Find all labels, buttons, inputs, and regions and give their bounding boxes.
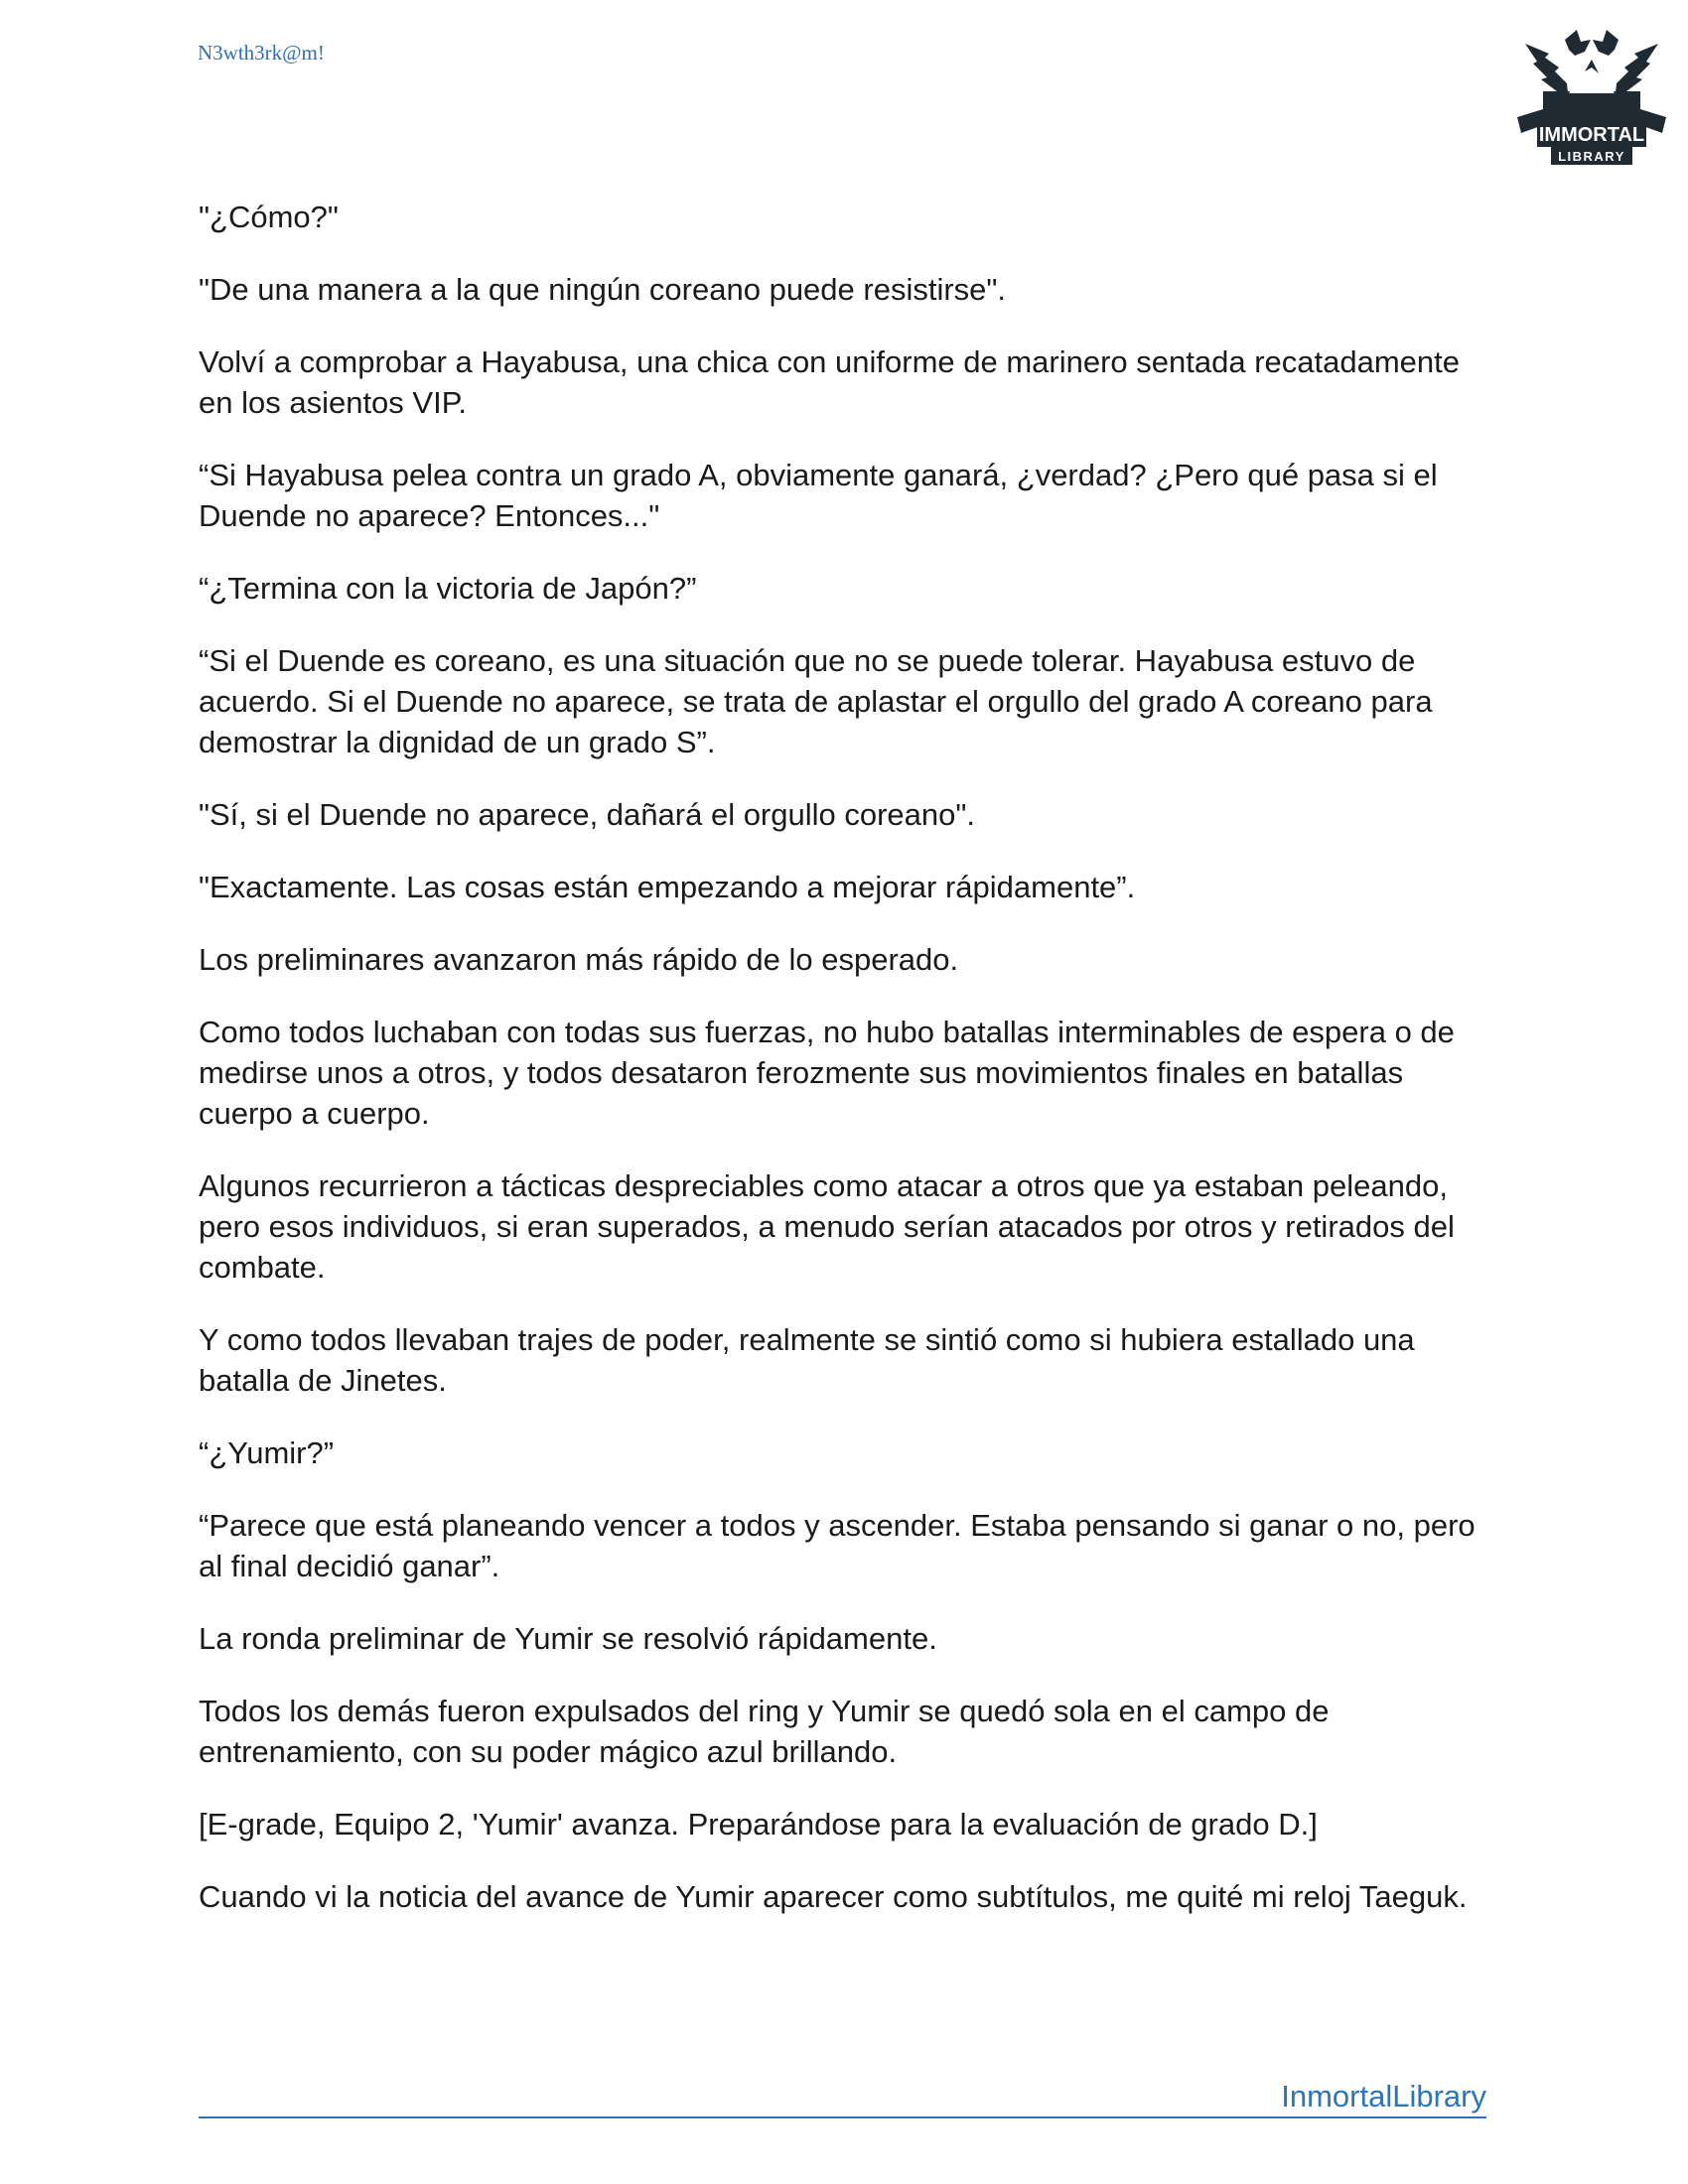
paragraph: “¿Termina con la victoria de Japón?” — [199, 571, 697, 606]
paragraph: [E-grade, Equipo 2, 'Yumir' avanza. Preparándose para la evaluación de grado D.] — [199, 1807, 1318, 1842]
footer-link-inmortallibrary[interactable]: InmortalLibrary — [1281, 2079, 1486, 2114]
paragraph: “¿Yumir?” — [199, 1435, 335, 1470]
immortal-library-logo-icon — [1507, 22, 1676, 181]
logo-text-line2: LIBRARY — [1558, 149, 1625, 164]
paragraph: “Si el Duende es coreano, es una situación que no se puede tolerar. Hayabusa estuvo de acuerdo. Si el Duende no aparece, se trata de aplastar el orgullo del grado A coreano para demostrar la dignidad de un grado S”. — [199, 643, 1433, 759]
paragraph: Los preliminares avanzaron más rápido de lo esperado. — [199, 942, 959, 977]
paragraph: La ronda preliminar de Yumir se resolvió rápidamente. — [199, 1621, 937, 1656]
paragraph: Volví a comprobar a Hayabusa, una chica con uniforme de marinero sentada recatadamente en los asientos VIP. — [199, 344, 1461, 420]
paragraph: Y como todos llevaban trajes de poder, realmente se sintió como si hubiera estallado una batalla de Jinetes. — [199, 1322, 1415, 1398]
paragraph: “Parece que está planeando vencer a todos y ascender. Estaba pensando si ganar o no, pero al final decidió ganar”. — [199, 1508, 1476, 1583]
watermark-text: N3wth3rk@m! — [198, 41, 325, 65]
paragraph: Algunos recurrieron a tácticas despreciables como atacar a otros que ya estaban peleando, pero esos individuos, si eran superados, a menudo serían atacados por otros y retirados del combate. — [199, 1168, 1455, 1285]
paragraph: "Exactamente. Las cosas están empezando a mejorar rápidamente”. — [199, 870, 1136, 904]
paragraph: Todos los demás fueron expulsados del ring y Yumir se quedó sola en el campo de entrenamiento, con su poder mágico azul brillando. — [199, 1694, 1330, 1769]
paragraph: Como todos luchaban con todas sus fuerzas, no hubo batallas interminables de espera o de medirse unos a otros, y todos desataron ferozmente sus movimientos finales en batallas cuerpo a cuerpo. — [199, 1015, 1455, 1131]
paragraph: “Si Hayabusa pelea contra un grado A, obviamente ganará, ¿verdad? ¿Pero qué pasa si el Duende no aparece? Entonces..." — [199, 458, 1438, 533]
paragraph: Cuando vi la noticia del avance de Yumir aparecer como subtítulos, me quité mi reloj Taeguk. — [199, 1879, 1468, 1914]
document-body — [199, 197, 1489, 1949]
paragraph: "De una manera a la que ningún coreano puede resistirse". — [199, 272, 1007, 307]
paragraph: "Sí, si el Duende no aparece, dañará el orgullo coreano". — [199, 797, 976, 832]
footer-divider — [199, 2116, 1486, 2118]
paragraph: "¿Cómo?" — [199, 200, 339, 234]
logo-text-line1: IMMORTAL — [1538, 124, 1645, 146]
